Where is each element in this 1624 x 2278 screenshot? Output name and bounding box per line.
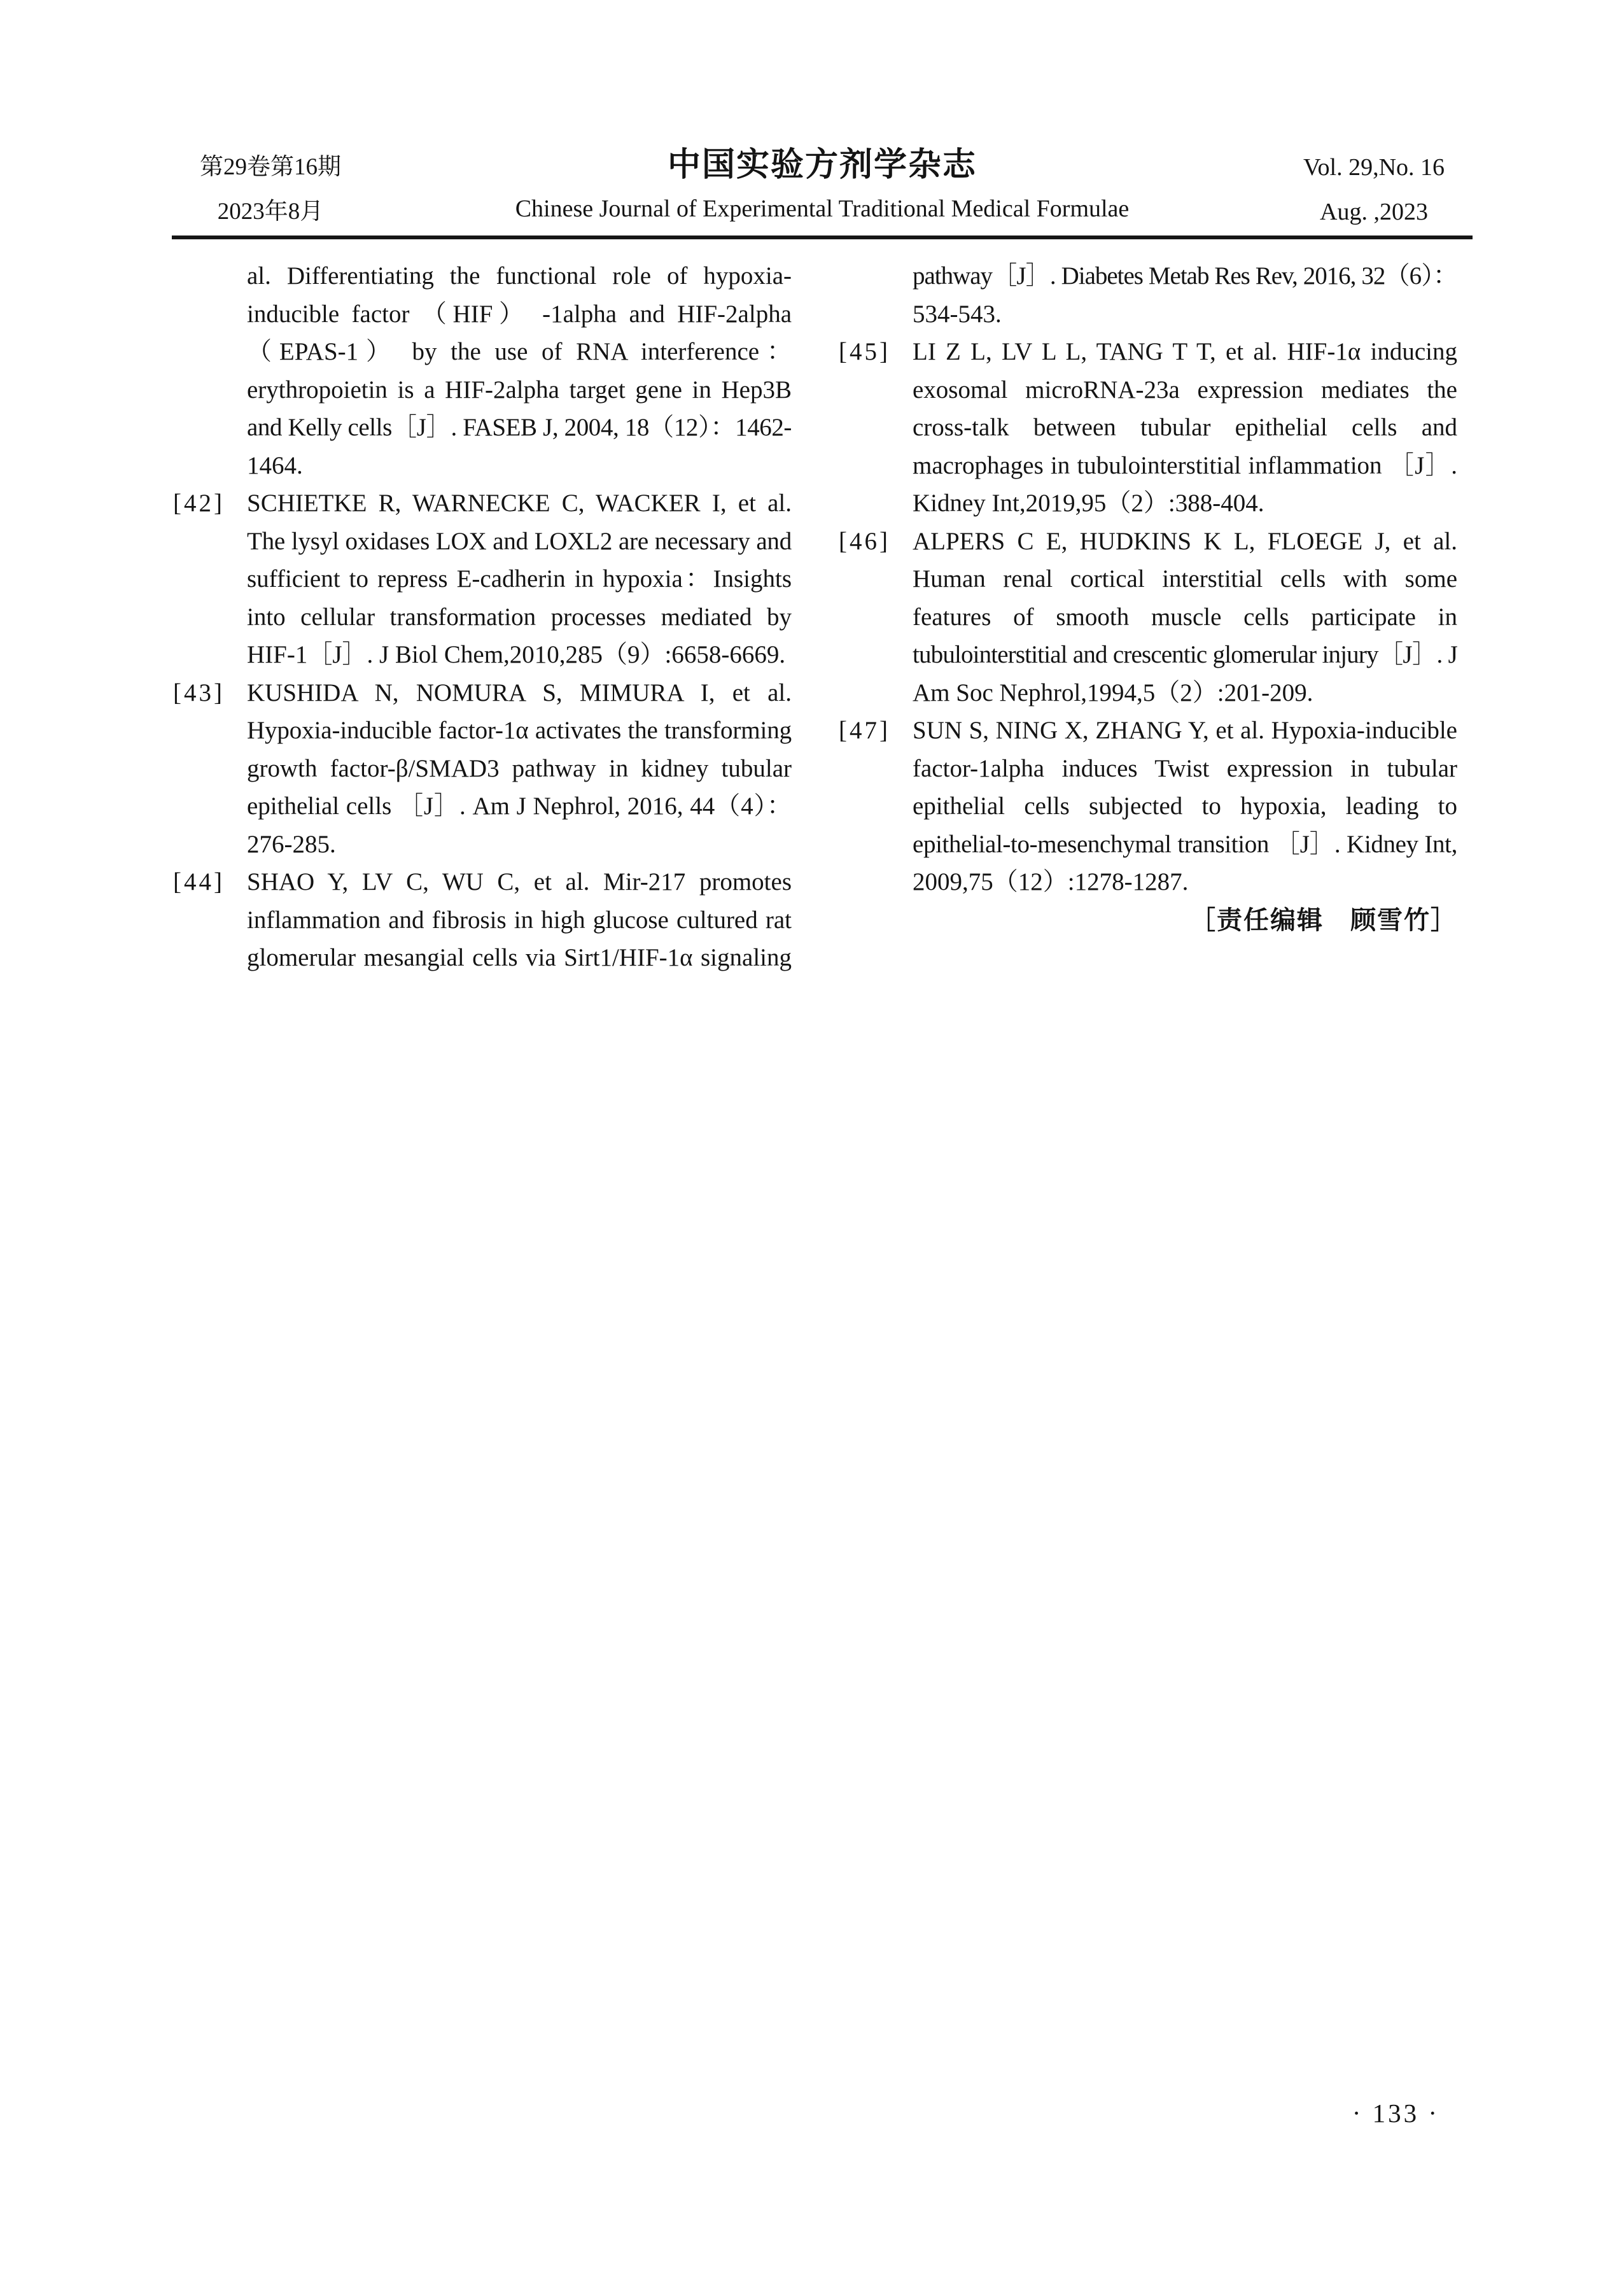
- reference-line: Kidney Int,2019,95（2）:388-404.: [913, 489, 1264, 517]
- reference-line: exosomal microRNA-23a expression mediates the: [913, 376, 1457, 404]
- reference-number: [44]: [173, 868, 225, 896]
- header-title-block: [369, 145, 1275, 232]
- reference-number: [42]: [173, 489, 225, 517]
- date-line-en: Aug. ,2023: [1320, 199, 1428, 225]
- reference-line: sufficient to repress E-cadherin in hypoxia：Insights: [247, 565, 792, 593]
- page-number: · 133 ·: [1352, 2099, 1439, 2128]
- reference-line: 2009,75（12）:1278-1287.: [913, 868, 1189, 896]
- reference-line: ALPERS C E, HUDKINS K L, FLOEGE J, et al.: [913, 527, 1457, 555]
- reference-block: [173, 674, 792, 864]
- references-right-column: [839, 257, 1457, 939]
- reference-line: KUSHIDA N, NOMURA S, MIMURA I, et al.: [247, 678, 792, 707]
- reference-block: [839, 257, 1457, 333]
- reference-line: al. Differentiating the functional role of hypoxia-: [247, 262, 792, 290]
- journal-title-en: Chinese Journal of Experimental Traditional Medical Formulae: [515, 195, 1130, 222]
- header-volume-block: [1275, 145, 1473, 234]
- reference-line: features of smooth muscle cells participate in: [913, 603, 1457, 631]
- reference-line: epithelial-to-mesenchymal transition ［J］. Kidney Int,: [913, 830, 1457, 858]
- references-left-column: [173, 257, 792, 977]
- reference-line: epithelial cells subjected to hypoxia, leading to: [913, 792, 1457, 820]
- reference-line: epithelial cells ［J］. Am J Nephrol, 2016, 44（4）：: [247, 792, 792, 820]
- issue-line-cn: 第29卷第16期: [200, 154, 341, 180]
- reference-block: [839, 712, 1457, 901]
- reference-line: LI Z L, LV L L, TANG T T, et al. HIF-1α inducing: [913, 338, 1457, 365]
- reference-line: （EPAS-1） by the use of RNA interference：: [247, 338, 792, 365]
- reference-line: inducible factor （HIF） -1alpha and HIF-2alpha: [247, 300, 792, 328]
- reference-block: [839, 523, 1457, 712]
- reference-line: glomerular mesangial cells via Sirt1/HIF-1α signaling: [247, 944, 792, 971]
- header-issue-block: [172, 145, 369, 234]
- reference-line: Human renal cortical interstitial cells with some: [913, 565, 1457, 593]
- reference-line: and Kelly cells［J］. FASEB J, 2004, 18（12）：1462-: [247, 414, 792, 441]
- reference-line: factor-1alpha induces Twist expression in tubular: [913, 754, 1457, 782]
- reference-number: [43]: [173, 678, 225, 707]
- reference-line: SHAO Y, LV C, WU C, et al. Mir-217 promotes: [247, 868, 792, 896]
- reference-line: The lysyl oxidases LOX and LOXL2 are necessary and: [247, 527, 792, 555]
- reference-line: 534-543.: [913, 300, 1002, 328]
- page-header: [172, 145, 1473, 234]
- reference-line: tubulointerstitial and crescentic glomerular injury［J］. J: [913, 641, 1457, 668]
- reference-line: SCHIETKE R, WARNECKE C, WACKER I, et al.: [247, 489, 792, 517]
- reference-line: macrophages in tubulointerstitial inflammation ［J］.: [913, 451, 1457, 479]
- reference-line: cross-talk between tubular epithelial cells and: [913, 414, 1457, 441]
- editor-note: ［责任编辑 顾雪竹］: [1190, 905, 1457, 934]
- reference-line: 276-285.: [247, 830, 336, 858]
- reference-line: 1464.: [247, 451, 303, 479]
- references-right-list: [839, 257, 1457, 901]
- reference-block: [173, 257, 792, 484]
- reference-block: [173, 863, 792, 977]
- reference-line: inflammation and fibrosis in high glucose cultured rat: [247, 906, 792, 934]
- reference-line: Hypoxia-inducible factor-1α activates the transforming: [247, 717, 792, 744]
- date-line-cn: 2023年8月: [217, 199, 324, 225]
- reference-line: pathway［J］. Diabetes Metab Res Rev, 2016, 32（6）：: [913, 262, 1457, 290]
- reference-number: [47]: [839, 717, 890, 744]
- reference-line: growth factor-β/SMAD3 pathway in kidney tubular: [247, 754, 792, 782]
- reference-block: [839, 333, 1457, 523]
- reference-line: erythropoietin is a HIF-2alpha target gene in Hep3B: [247, 376, 792, 404]
- header-divider-rule: [172, 236, 1473, 239]
- reference-number: [45]: [839, 338, 890, 365]
- journal-title-cn: 中国实验方剂学杂志: [667, 147, 977, 183]
- volume-line-en: Vol. 29,No. 16: [1303, 154, 1445, 181]
- reference-line: Am Soc Nephrol,1994,5（2）:201-209.: [913, 678, 1313, 707]
- reference-line: SUN S, NING X, ZHANG Y, et al. Hypoxia-inducible: [913, 717, 1457, 744]
- reference-block: [173, 484, 792, 674]
- reference-line: HIF-1［J］. J Biol Chem,2010,285（9）:6658-6669.: [247, 641, 786, 668]
- reference-number: [46]: [839, 527, 890, 555]
- reference-line: into cellular transformation processes mediated by: [247, 603, 792, 631]
